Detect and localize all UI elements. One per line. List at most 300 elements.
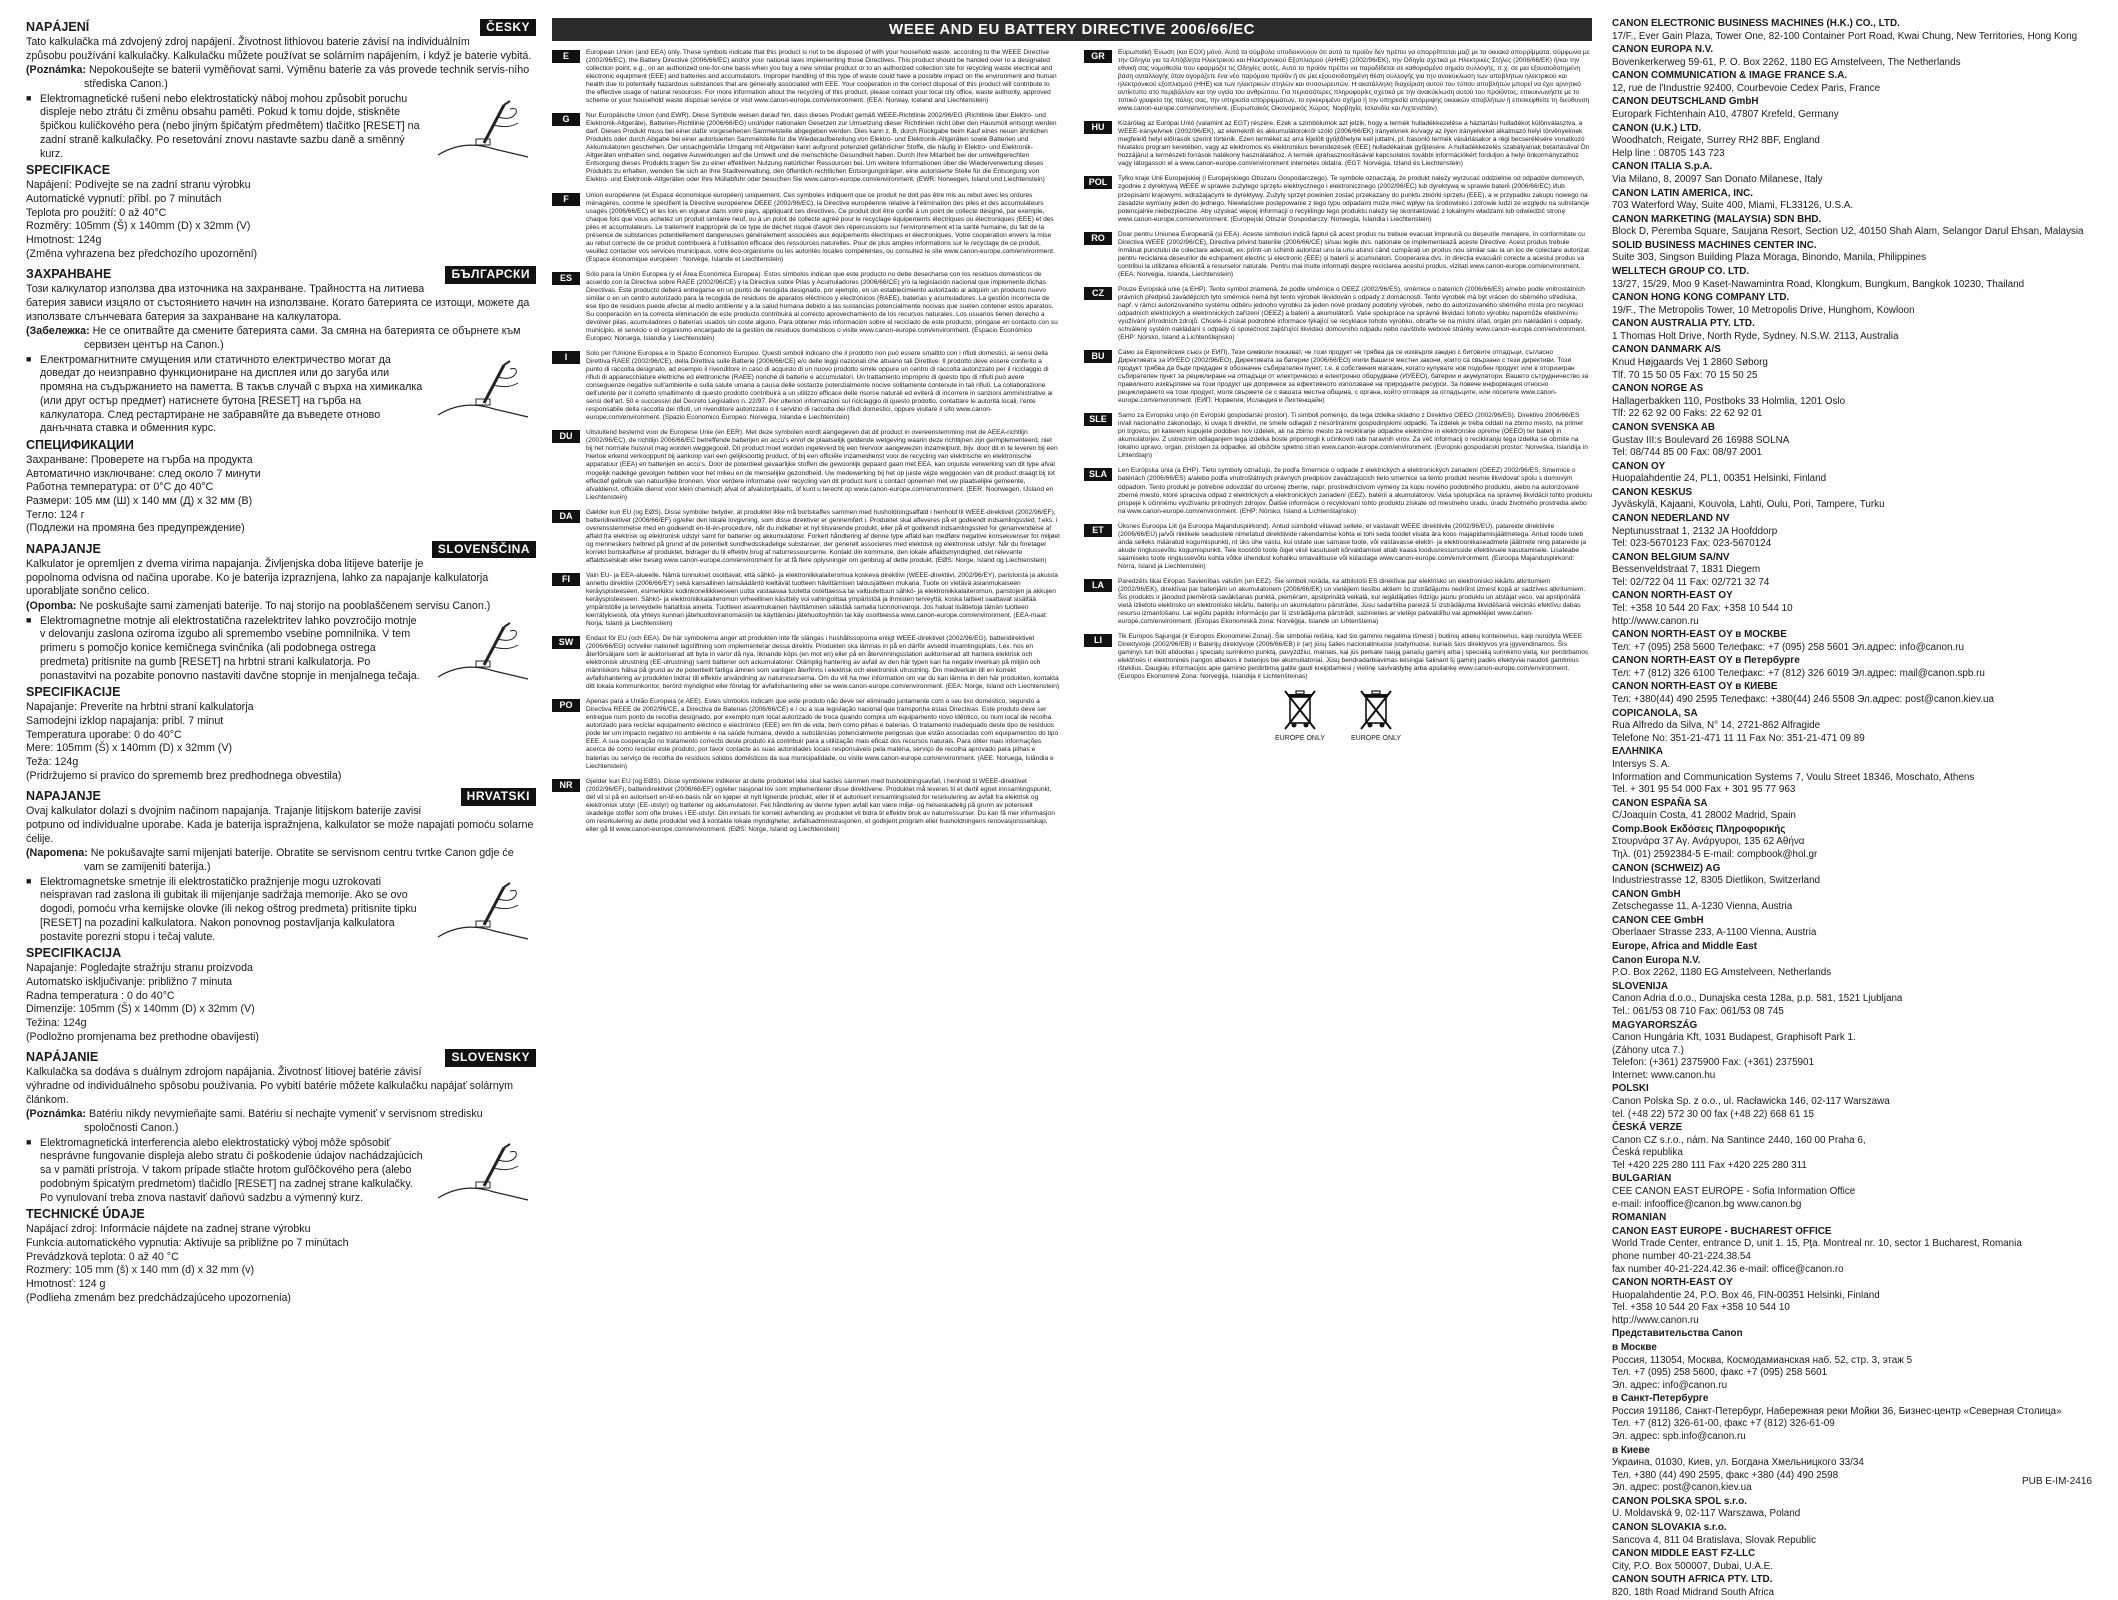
address-line: Industriestrasse 12, 8305 Dietlikon, Switzerland [1612, 875, 1821, 887]
weee-entry [552, 778, 1060, 834]
address-block [1612, 708, 2092, 746]
address-line: 820, 18th Road Midrand South Africa [1612, 1586, 1774, 1598]
address-block [1612, 1020, 2092, 1083]
address-block [1612, 487, 2092, 512]
pen-reset-illustration-icon [434, 99, 532, 161]
weee-entry [1084, 231, 1592, 279]
company-name: в Санкт-Петербурге [1612, 1393, 1709, 1405]
note-paragraph [26, 847, 536, 874]
address-block [1612, 1393, 2092, 1443]
language-code-badge: LA [1084, 579, 1112, 592]
company-name: POLSKI [1612, 1083, 1649, 1095]
weee-text: Sólo para la Unión Europea (y el Área Económica Europea). Estos símbolos indican que este producto no debe desecharse con los residuos domésticos de acuerdo con la Directiva sobre RAEE (2002/96/CE) y la Directiva sobre Pilas y Acumuladores (2006/66/CE) y/o la legislación nacional que implemente dichas Directivas. Este producto deberá entregarse en un punto de recogida designado, por ejemplo, en un establecimiento autorizado al adquirir un producto nuevo similar o en un centro autorizado para la recogida de residuos de aparatos eléctricos y electrónicos (RAEE), baterías y acumuladores. La gestión incorrecta de ese tipo de residuos puede afectar al medio ambiente y a la salud humana debido a las sustancias potencialmente nocivas que suelen contener estos aparatos. Su cooperación en la correcta eliminación de este producto contribuirá al correcto aprovechamiento de los recursos naturales. Los usuarios tienen derecho a devolver pilas, acumuladores o baterías usados sin coste alguno. Para obtener más información sobre el reciclado de este producto, póngase en contacto con su municipio, el servicio o el organismo encargado de la gestión de residuos domésticos o visite www.canon-europe.com/environment. (Espacio Económico Europeo: Noruega, Islandia y Liechtenstein) [586, 270, 1058, 343]
spec-line: (Подлежи на промяна без предупреждение) [26, 522, 245, 535]
language-code-badge: LI [1084, 634, 1112, 647]
spec-line: (Změna vyhrazena bez předchozího upozornění) [26, 247, 258, 260]
address-line: Τηλ. (01) 2592384-5 E-mail: compbook@hol.gr [1612, 849, 1818, 860]
address-block [1612, 981, 2092, 1019]
weee-text: Tik Europos Sąjungai (ir Europos Ekonominei Zonai). Šie simboliai reiškia, kad šio gaminio negalima išmesti į buitinių atliekų konteinerius, kaip nurodyta WEEE Direktyvoje (2002/96/EB) ir Baterijų direktyvoje (2006/66/EB) ir (ar) jūsų šalies nacionaliniuose įstatymuose, kuriais šios direktyvos yra įgyvendinamos. Šis gaminys turi būti atiduotas į specialų surinkimo punktą, pavyzdžiui, mainais, kai jūs perkate naują panašų gaminį arba į specialią surinkimo vietą, kur perdirbamos elektrinės ir elektroninės įrangos atliekos ir baterijos bei akumuliatoriai. Jūsų bendradarbiavimas teisingai šalinant šį gaminį padės efektyviai naudoti gamtinius išteklius. Daugiau informacijos apie gaminio perdirbimą galite gauti kreipdamiesi į vietinę savivaldybę arba apsilankę www.canon-europe.com/environment. (Europos Ekonominė Zona: Norvegija, Islandija ir Lichtenšteinas) [1118, 633, 1589, 681]
pen-reset-illustration-icon [434, 359, 532, 421]
spec-line: Napajanje: Preverite na hrbtni strani kalkulatorja [26, 701, 254, 714]
language-code-badge: G [552, 113, 580, 126]
company-name: CANON SVENSKA AB [1612, 421, 1715, 433]
weee-text: Len Európska únia (a EHP). Tieto symboly označujú, že podľa Smernice o odpade z elektrických a elektronických zariadení (OEEZ) 2002/96/ES, Smernice o batériách (2006/66/ES) a/alebo podľa vnútroštátnych právnych predpisov zavádzajúcich tieto smernice sa tento produkt nesmie likvidovať spolu s domovým odpadom. Tento produkt je potrebné odovzdať do určenej zberne, napr. prostredníctvom výmeny za kúpu nového podobného produktu, alebo na autorizované zberné miesto, ktoré spracúva odpad z elektrických a elektronických zariadení (EEZ), batérií a akumulátorov. Vaša spolupráca na správnej likvidácii tohto produktu prispeje k účinnému využívaniu prírodných zdrojov. Ďalšie informácie o recyklovaní tohto produktu získate od miestneho úradu, úradu životného prostredia alebo na www.canon-europe.com/environment. (EHP: Nórsko, Island a Lichtenštajnsko) [1118, 467, 1593, 515]
spec-line: Automatické vypnutí: přibl. po 7 minutách [26, 192, 222, 205]
company-name: CANON (SCHWEIZ) AG [1612, 862, 1721, 874]
spec-line: Dimenzije: 105mm (Š) x 140mm (D) x 32mm (V) [26, 1003, 255, 1016]
company-name: CANON NORGE AS [1612, 383, 1704, 395]
weee-entry [1084, 286, 1592, 342]
company-name: CANON NORTH-EAST OY [1612, 590, 1733, 602]
note-text: Не се опитвайте да смените батерията сами. За смяна на батерията се обърнете към сервизен център на Canon.) [84, 325, 521, 352]
address-block [1612, 1226, 2092, 1276]
weee-entry [552, 112, 1060, 184]
weee-text: Nur Europäische Union (und EWR). Diese Symbole weisen darauf hin, dass dieses Produkt gemäß WEEE-Richtlinie 2002/96/EG (Richtlinie über Elektro- und Elektronik-Altgeräte), Batterien-Richtlinie (2006/66/EG) und/oder nationalen Gesetzen zur Umsetzung dieser Richtlinien nicht über den Hausmüll entsorgt werden darf. Dieses Produkt muss bei einer dafür vorgesehenen Sammelstelle abgegeben werden. Dies kann z. B. durch Rückgabe beim Kauf eines neuen ähnlichen Produkts oder durch Abgabe bei einer autorisierten Sammelstelle für die Wiederaufbereitung von Elektro- und Elektronik-Altgeräten sowie Batterien und Akkumulatoren geschehen. Der unsachgemäße Umgang mit Altgeräten kann aufgrund potenziell gefährlicher Stoffe, die häufig in Elektro- und Elektronik-Altgeräten enthalten sind, negative Auswirkungen auf die Umwelt und die menschliche Gesundheit haben. Durch Ihre Mitarbeit bei der umweltgerechten Entsorgung dieses Produkts tragen Sie zu einer effektiven Nutzung natürlicher Ressourcen bei. Um weitere Informationen über die Wiederverwertung dieses Produkts zu erhalten, wenden Sie sich an Ihre Stadtverwaltung, den öffentlich-rechtlichen Entsorgungsträger, eine autorisierte Stelle für die Entsorgung von Elektro- und Elektronik-Altgeräten oder Ihre Müllabfuhr oder besuchen Sie www.canon-europe.com/environment. (EWR: Norwegen, Island und Liechtenstein) [586, 112, 1057, 184]
address-line: Information and Communication Systems 7, Voulu Street 18346, Moschato, Athens [1612, 771, 1975, 783]
language-badge: БЪЛГАРСКИ [445, 266, 536, 283]
spec-line: Teža: 124g [26, 755, 79, 768]
address-line: Тел. +7 (812) 326-61-00, факс +7 (812) 326-61-09 [1612, 1418, 1835, 1430]
company-name: ΕΛΛΗΝΙΚΑ [1612, 746, 1664, 758]
language-code-badge: SW [552, 636, 580, 649]
address-block [1612, 1173, 2092, 1211]
language-section [26, 19, 536, 261]
address-line: World Trade Center, entrance D, unit 1. 15, Pţa. Montreal nr. 10, sector 1 Bucharest, Romania [1612, 1238, 2022, 1250]
weee-entry [552, 192, 1060, 264]
spec-line: Работна температура: от 0°C до 40°C [26, 481, 214, 494]
intro-paragraph: Kalkulačka sa dodáva s duálnym zdrojom napájania. Životnosť lítiovej batérie závisí výhradne od individuálneho spôsobu používania. Po vybití batérie môžete kalkulačku napájať solárnym článkom. [26, 1066, 514, 1106]
address-line: Sancova 4, 811 04 Bratislava, Slovak Republic [1612, 1534, 1817, 1546]
address-line: C/Joaquín Costa, 41 28002 Madrid, Spain [1612, 810, 1796, 822]
address-block [1612, 629, 2092, 654]
address-line: 17/F., Ever Gain Plaza, Tower One, 82-100 Container Port Road, Kwai Chung, New Territories, Hong Kong [1612, 30, 2078, 42]
address-line: Huopalahdentie 24, PL1, 00351 Helsinki, Finland [1612, 473, 1827, 485]
language-code-badge: PO [552, 699, 580, 712]
address-line: Rua Alfredo da Silva, N° 14, 2721-862 Alfragide [1612, 720, 1821, 732]
address-block [1612, 1496, 2092, 1521]
address-line: City, P.O. Box 500007, Dubai, U.A.E. [1612, 1560, 1774, 1572]
weee-text: Endast för EU (och EEA). De här symbolerna anger att produkten inte får slängas i hushållssoporna enligt WEEE-direktivet (2002/96/EG), batteridirektivet (2006/66/EG) och/eller nationell lagstiftning som implementerar dessa direktiv. Produkten ska lämnas in på en därför avsedd insamlingsplats, t.ex. hos en återförsäljare som är auktoriserad att byta in varor då nya, liknande köps (en mot en) eller på en återvinningsstation auktoriserad att hantera elektrisk och elektronisk utrustning (EE-utrustning) samt batterier och ackumulatorer. Olämplig hantering av avfall av den här typen kan ha negativ inverkan på miljön och människors hälsa på grund av de potentiellt farliga ämnen som vanligen återfinns i elektrisk och elektronisk utrustning. Din medverkan till en korrekt avfallshantering av produkten bidrar till effektiv användning av naturresurserna. Om du vill ha mer information om var du kan lämna in den här produkten, kontakta ditt lokala kommunkontor, berörd myndighet eller företag för avfallshantering eller se www.canon-europe.com/environment. (EEA: Norge, Island och Liechtenstein) [586, 635, 1060, 691]
spec-line: Hmotnost: 124g [26, 233, 102, 246]
note-label: (Napomena: [26, 847, 88, 860]
spec-line: Teplota pro použití: 0 až 40°C [26, 206, 167, 219]
weee-entry [552, 509, 1060, 565]
address-block [1612, 1122, 2092, 1172]
company-name: WELLTECH GROUP CO. LTD. [1612, 265, 1750, 277]
weee-text: Kizárólag az Európai Unió (valamint az EGT) részére. Ezek a szimbólumok azt jelzik, hogy a termék hulladékkezelése a háztartási hulladékot különválasztva, a WEEE-irányelvnek (2002/96/EK), az elemekről és akkumulátorokról szóló (2006/66/EK) irányelvnek és/vagy az ilyen irányelveket alkalmazó helyi törvényeknek megfelelő helyi előírások szerint történik. Ezen terméket az arra kijelölt gyűjtőhelyre kell juttatni, pl. hasonló termék vásárlásakor a régi becserélésére vonatkozó hivatalos program keretében, vagy az elektromos és elektronikus berendezések (EEE) hulladékainak gyűjtésére. A hulladékkezelés szabályainak betartásával Ön hozzájárul a természeti források hatékony használatához. A termék újrahasznosításával kapcsolatos további információkért forduljon a helyi önkormányzathoz vagy látogasson el a www.canon-europe.com/environment internetes oldalra. (EGT: Norvégia, Izland és Liechtenstein) [1118, 120, 1590, 168]
address-line: Tel. +358 10 544 20 Fax +358 10 544 10 [1612, 1302, 1790, 1314]
address-block [1612, 240, 2092, 265]
address-block [1612, 746, 2092, 796]
address-block [1612, 1277, 2092, 1327]
address-line: http://www.canon.ru [1612, 615, 1699, 627]
company-name: CANON ELECTRONIC BUSINESS MACHINES (H.K.) CO., LTD. [1612, 18, 1900, 29]
intro-paragraph: Ovaj kalkulator dolazi s dvojnim načinom napajanja. Trajanje litijskom baterije zavisi potpuno od individualne uporabe. Kada je baterija ispražnjena, kalkulator se može napajati pomoću solarne ćelije. [26, 805, 534, 845]
weee-entry [552, 429, 1060, 501]
company-name: CANON NORTH-EAST OY в МОСКВЕ [1612, 629, 1787, 641]
weee-text: Paredzēts tikai Eiropas Savienības valstīm (un EEZ). Šie simboli norāda, ka atbilstoši ES direktīvai par elektrisko un elektronisko iekārtu atkritumiem (2002/96/EK), direktīvai par baterijām un akumulatoriem (2006/66/EK) un vietējiem tiesību aktiem šo izstrādājumu nedrīkst izmest kopā ar sadzīves atkritumiem. Šis produkts ir jānodod piemērotā savākšanas punktā, piemēram, apstiprinātā veikalā, kur iegādājaties līdzīgu jaunu produktu un atstājat veco, vai apstiprinātā vietā izlietotu elektrisko un elektronisko iekārtu, bateriju un akumulatoru pārstrādei. Jūsu sadarbība pareizā šī izstrādājuma likvidēšanā veicinās efektīvu dabas resursu izmantošanu. Lai iegūtu papildu informāciju par šī izstrādājuma pārstrādi, sazinieties ar vietējo pašvaldību vai apmeklējiet www.canon-europe.com/environment. (Eiropas Ekonomiskā zona: Norvēģija, Islande un Lihtenšteina) [1118, 577, 1586, 625]
weee-entry [552, 350, 1060, 422]
company-name: CANON ESPAÑA SA [1612, 797, 1708, 809]
address-line: Тел. +7 (095) 258 5600, факс +7 (095) 258 5601 [1612, 1367, 1828, 1379]
address-block [1612, 1328, 2092, 1341]
address-line: Neptunusstraat 1, 2132 JA Hoofddorp [1612, 525, 1778, 537]
weee-text: Solo per l'Unione Europea e lo Spazio Economico Europeo. Questi simboli indicano che il prodotto non può essere smaltito con i rifiuti domestici, ai sensi della Direttiva RAEE (2002/96/CE), della Direttiva sulle Batterie (2006/66/CE) e/o delle leggi nazionali che attuano tali Direttive. Il prodotto deve essere conferito a punto di raccolta designato, ad esempio il rivenditore in caso di acquisto di un nuovo prodotto simile oppure un centro di raccolta autorizzato per il riciclaggio di rifiuti di apparecchiature elettriche ed elettroniche (RAEE) nonché di batterie e accumulatori. Un trattamento improprio di questo tipo di rifiuti può avere conseguenze negative sull'ambiente e sulla salute umana a causa delle sostanze potenzialmente nocive solitamente contenute in tali rifiuti. La collaborazione dell'utente per il corretto smaltimento di questo prodotto contribuirà a un utilizzo efficace delle risorse naturali ed eviterà di incorrere in sanzioni amministrative ai sensi dell'art. 50 e successivi del Decreto Legislativo n. 22/97. Per ulteriori informazioni sul riciclaggio di questo prodotto, contattare le autorità locali, l'ente responsabile della raccolta dei rifiuti, un rivenditore autorizzato o il servizio di raccolta dei rifiuti domestici, oppure visitare il sito www.canon-europe.com/environment. (Spazio Economico Europeo: Norvegia, Islanda e Liechtenstein) [586, 350, 1053, 422]
address-block [1612, 1212, 2092, 1225]
address-line: CEE CANON EAST EUROPE - Sofia Information Office [1612, 1186, 1856, 1198]
reset-instruction: ■ Elektromagnetická interferencia alebo elektrostatický výboj môže spôsobiť nesprávne fungovanie displeja alebo stratu či poškodenie údajov nachádzajúcich sa v pamäti prístroja. V takom prípade stlačte hrotom guľôčkového pera (alebo podobným špicatým predmetom) tlačidlo [RESET] na zadnej strane kalkulačky. Po vynulovaní treba znova nastaviť daňovú sadzbu a výmenný kurz. [26, 1137, 536, 1205]
language-badge: SLOVENŠČINA [432, 541, 536, 558]
pen-reset-illustration-icon [434, 881, 532, 943]
address-block [1612, 1445, 2092, 1495]
specification-heading: SPECIFIKACIJE [26, 685, 121, 700]
spec-line: Temperatura uporabe: 0 do 40°C [26, 728, 182, 741]
address-line: Telefon: (+361) 2375900 Fax: (+361) 2375901 [1612, 1057, 1815, 1069]
spec-line: Samodejni izklop napajanja: pribl. 7 minut [26, 714, 224, 727]
note-text: Ne poskušajte sami zamenjati baterije. To naj storijo na pooblaščenem servisu Canon.) [79, 600, 491, 613]
weee-list-right-wrap [1084, 49, 1592, 841]
language-code-badge: NR [552, 779, 580, 792]
company-name: CANON SLOVAKIA s.r.o. [1612, 1522, 1727, 1534]
address-block [1612, 422, 2092, 460]
address-line: Тел. +380 (44) 490 2595, факс +380 (44) 490 2598 [1612, 1469, 1839, 1481]
address-line: Huopalahdentie 24, P.O. Box 46, FIN-00351 Helsinki, Finland [1612, 1289, 1880, 1301]
address-line: Canon Adria d.o.o., Dunajska cesta 128a, p.p. 581, 1521 Ljubljana [1612, 993, 1903, 1005]
spec-line: Захранване: Проверете на гърба на продукта [26, 453, 253, 466]
weee-text: Doar pentru Uniunea Europeană (și EEA). Aceste simboluri indică faptul că acest produs nu trebuie evacuat împreună cu deșeurile menajere, în conformitate cu Directiva WEEE (2002/96/CE), Directiva privind bateriile (2006/66/CE) și/sau legile dvs. naționale ce implementează aceste Directive. Acest produs trebuie înmânat punctului de colectare adecvat, ex: printr-un schimb autorizat unu la unu atunci când cumpărați un produs nou similar sau la un loc de colectare autorizat pentru reciclarea deșeurilor de echipament electric și electronic (EEE) și baterii și acumulatori. Cooperarea dvs. în direcția evacuării corecte a acestui produs va contribui la utilizarea eficientă a resurselor naturale. Pentru mai multe informații despre reciclarea acestui produs, vizitați www.canon-europe.com/environment. (EEA: Norvegia, Islanda, Liechtenstein) [1118, 230, 1589, 278]
company-name: ROMANIAN [1612, 1212, 1667, 1224]
reset-instruction: ■ Elektromagnetické rušení nebo elektrostatický náboj mohou způsobit poruchu displeje nebo ztrátu či změnu obsahu paměti. Pokud k tomu dojde, stiskněte špičkou kuličkového pera (nebo jiným špičatým předmětem) tlačítko [RESET] na zadní straně kalkulačky. Po resetování znovu nastavte sazbu daně a směnný kurz. [26, 93, 536, 161]
address-line: Эл. адрес: post@canon.kiev.ua [1612, 1482, 1752, 1494]
company-name: CANON COMMUNICATION & IMAGE FRANCE S.A. [1612, 70, 1848, 82]
reset-instruction: ■ Електромагнитните смущения или статичното електричество могат да доведат до неизправно функциониране на дисплея или до загуба или промяна на съдържанието на паметта. В такъв случай с върха на химикалка (или друг остър предмет) натиснете бутона [RESET] на гърба на калкулатора. След рестартиране не забравяйте да въведете отново данъчната ставка и обменния курс. [26, 354, 536, 436]
note-label: (Opomba: [26, 600, 77, 613]
address-block [1612, 798, 2092, 823]
company-name: в Москве [1612, 1341, 1657, 1353]
weee-entry [1084, 349, 1592, 405]
weee-text: Gælder kun EU (og EØS). Disse symboler betyder, at produktet ikke må bortskaffes sammen med husholdningsaffald i henhold til WEEE-direktivet (2002/96/EF), batteridirektivet (2006/66/EF) og/eller den lokale lovgivning, som disse direktiver er gennemført i. Produktet skal afleveres på et godkendt indsamlingssted, f.eks. i overensstemmelse med en godkendt én-til-én-procedure, når du indkøber et nyt tilsvarende produkt, eller på et godkendt indsamlingssted for genanvendelse af affald fra elektrisk og elektronisk udstyr samt for batterier og akkumulatorer. Forkert håndtering af denne type affald kan medføre negative konsekvenser for miljøet og menneskers helbred på grund af de potentielt sundhedsskadelige substanser, der generelt associeres med elektrisk og elektronisk udstyr. Når du foretager korrekt bortskaffelse af produktet, bidrager du til effektiv brug af naturressourcerne. Kontakt din kommune, den lokale affaldsmyndighed, det relevante affaldsselskab eller besøg www.canon-europe.com/environment for at få flere oplysninger om genbrug af dette produkt. (EØS: Norge, Island og Liechtenstein) [586, 508, 1061, 564]
language-code-badge: DU [552, 430, 580, 443]
address-block [1612, 513, 2092, 551]
bins-label-2: EUROPE ONLY [1351, 735, 1402, 743]
section-heading: NAPÁJENÍ [26, 20, 90, 34]
address-line: Эл. адрес: info@canon.ru [1612, 1379, 1728, 1391]
spec-line: Napájení: Podívejte se na zadní stranu výrobku [26, 179, 251, 192]
language-code-badge: DA [552, 510, 580, 523]
section-heading: NAPAJANJE [26, 789, 101, 804]
address-line: Tlf: 22 62 92 00 Faks: 22 62 92 01 [1612, 408, 1763, 420]
address-line: Tel: +358 10 544 20 Fax: +358 10 544 10 [1612, 603, 1793, 615]
address-block [1612, 1342, 2092, 1392]
address-line: Europark Fichtenhain A10, 47807 Krefeld, Germany [1612, 109, 1839, 121]
address-block [1612, 1574, 2092, 1599]
language-section [26, 788, 536, 1044]
note-text: Ne pokušavajte sami mijenjati baterije. Obratite se servisnom centru tvrtke Canon gdje će vam se zamijeniti baterija.) [84, 847, 514, 874]
address-block [1612, 863, 2092, 888]
spec-line: (Podlieha zmenám bez predchádzajúceho upozornenia) [26, 1291, 291, 1304]
weee-entry [1084, 578, 1592, 626]
address-line: Тел: +7 (812) 326 6100 Телефакс: +7 (812) 326 6019 Эл.адрес: mail@canon.spb.ru [1612, 667, 1985, 679]
spec-line: (Pridržujemo si pravico do sprememb brez predhodnega obvestila) [26, 769, 342, 782]
intro-paragraph: Kalkulator je opremljen z dvema virima napajanja. Življenjska doba litijeve baterije je popolnoma odvisna od načina uporabe. Ko je baterija izpraznjena, lahko za napajanje kalkulatorja uporabljate sončno celico. [26, 558, 489, 598]
address-line: Help line : 08705 143 723 [1612, 147, 1725, 159]
spec-line: Rozměry: 105mm (Š) x 140mm (D) x 32mm (V) [26, 220, 251, 233]
address-block [1612, 344, 2092, 382]
language-code-badge: HU [1084, 121, 1112, 134]
company-name: CANON DANMARK A/S [1612, 344, 1721, 356]
address-line: 12, rue de l'Industrie 92400, Courbevoie Cedex Paris, France [1612, 82, 1881, 94]
address-line: http://www.canon.ru [1612, 1314, 1699, 1326]
company-name: MAGYARORSZÁG [1612, 1019, 1698, 1031]
address-line: 703 Waterford Way, Suite 400, Miami, FL33126, U.S.A. [1612, 200, 1854, 212]
company-name: CANON LATIN AMERICA, INC. [1612, 187, 1753, 199]
address-block [1612, 1522, 2092, 1547]
address-block [1612, 161, 2092, 186]
address-line: Knud Højgaards Vej 1 2860 Søborg [1612, 357, 1768, 369]
address-line: (Záhony utca 7.) [1612, 1044, 1684, 1056]
address-block [1612, 824, 2092, 862]
spec-line: (Podložno promjenama bez prethodne obavijesti) [26, 1030, 259, 1043]
spec-line: Тегло: 124 г [26, 508, 85, 521]
address-block [1612, 44, 2092, 69]
weee-text: Uitsluitend bestemd voor de Europese Unie (en EER). Met deze symbolen wordt aangegeven dat dit product in overeenstemming met de AEEA-richtlijn (2002/96/EC), de richtlijn 2006/66/EC betreffende batterijen en accu's en/of de plaatselijk geldende wetgeving waarin deze richtlijnen zijn geïmplementeerd, niet bij het normale huisvuil mag worden weggegooid. Dit product moet worden ingeleverd bij een hiervoor aangewezen inzamelpunt, bijv. door dit in te leveren bij een hiertoe erkend verkooppunt bij aankoop van een gelijksoortig product, of bij een officiële inzameldienst voor de recycling van elektrische en elektronische apparatuur (EEA) en batterijen en accu's. Door de potentieel gevaarlijke stoffen die gewoonlijk gepaard gaan met EEA, kan onjuiste verwerking van dit type afval mogelijk nadelige gevolgen hebben voor het milieu en de menselijke gezondheid. Uw medewerking bij het op juiste wijze weggooien van dit product draagt bij tot effectief gebruik van natuurlijke bronnen. Voor verdere informatie over recycling van dit product kunt u contact opnemen met uw plaatselijke gemeente, afvaldienst, officiële dienst voor klein chemisch afval of afvalstortplaats, of kunt u terecht op www.canon-europe.com/environment. (EER: Noorwegen, IJsland en Liechtenstein) [586, 429, 1058, 501]
reset-instruction: ■ Elektromagnetske smetnje ili elektrostatičko pražnjenje mogu uzrokovati neispravan rad zaslona ili gubitak ili mijenjanje sadržaja memorije. Ako se ovo dogodi, pomoću vrha kemijske olovke (ili nekog oštrog predmeta) pritisnite tipku [RESET] na pozadini kalkulatora. Nakon ponovnog postavljanja kalkulatora postavite porezni stopu i tečaj valute. [26, 876, 536, 944]
language-code-badge: BU [1084, 350, 1112, 363]
address-block [1612, 1548, 2092, 1573]
language-code-badge: ET [1084, 524, 1112, 537]
company-name: Comp.Book Εκδόσεις Πληροφορικής [1612, 823, 1786, 835]
address-block [1612, 292, 2092, 317]
address-block [1612, 889, 2092, 914]
spec-line: Napajanje: Pogledajte stražnju stranu proizvoda [26, 962, 253, 975]
weee-text: Gjelder kun EU (og EØS). Disse symbolene indikerer at dette produktet ikke skal kastes sammen med husholdningsavfall, i henhold til WEEE-direktivet (2002/96/EF), batteridirektivet (2006/66/EF) og/eller nasjonal lov som implementerer disse direktivene. Produktet må leveres til et dertil egnet innsamlingspunkt, det vil si på en autorisert en-til-en-basis når en kjøper et nytt lignende produkt, eller til et autorisert innsamlingssted for resirkulering av avfall fra elektrisk og elektronisk utstyr (EE-utstyr) og batterier og akkumulatorer. Feil håndtering av denne typen avfall kan være miljø- og helseskadelig på grunn av potensielt skadelige stoffer som ofte brukes i EE-utstyr. Din innsats for korrekt avhending av produktet vil bidra til effektiv bruk av naturressurser. Du kan få mer informasjon om resirkulering av dette produktet ved å kontakte lokale myndigheter, avfallsadministrasjonen, et godkjent program eller husholdningens renovasjonsselskap, eller gå til www.canon-europe.com/environment. (EØS: Norge, Island og Liechtenstein) [586, 777, 1055, 833]
company-name: CANON EAST EUROPE - BUCHAREST OFFICE [1612, 1225, 1832, 1237]
weee-entry [1084, 633, 1592, 681]
address-line: Canon CZ s.r.o., nám. Na Santince 2440, 160 00 Praha 6, [1612, 1134, 1866, 1146]
company-name: ČESKÁ VERZE [1612, 1122, 1683, 1134]
address-block [1612, 655, 2092, 680]
weee-entry [1084, 175, 1592, 223]
company-name: BULGARIAN [1612, 1173, 1672, 1185]
spec-line: Hmotnosť: 124 g [26, 1277, 106, 1290]
address-line: Тел: +380(44) 490 2595 Телефакс: +380(44) 246 5508 Эл.адрес: post@canon.kiev.ua [1612, 694, 1995, 706]
company-name: CANON MARKETING (MALAYSIA) SDN BHD. [1612, 213, 1822, 225]
company-name: CANON NORTH-EAST OY в КИЕВЕ [1612, 681, 1778, 693]
address-line: e-mail: infooffice@canon.bg www.canon.bg [1612, 1198, 1802, 1210]
language-code-badge: SLA [1084, 468, 1112, 481]
address-line: Oberlaaer Strasse 233, A-1100 Vienna, Austria [1612, 927, 1817, 939]
note-paragraph [26, 600, 536, 614]
reset-instruction: ■ Elektromagnetne motnje ali elektrostatična razelektritev lahko povzročijo motnje v delovanju zaslona oziroma izgubo ali spremembo vsebine pomnilnika. V tem primeru s pomočjo konice kemičnega svinčnika (ali podobnega ostrega predmeta) pritisnite na gumb [RESET] na hrbtni strani kalkulatorja. Po ponastavitvi na pozabite ponovno nastaviti davčne stopnje in menjalnega tečaja. [26, 615, 536, 683]
address-block [1612, 96, 2092, 121]
company-name: SOLID BUSINESS MACHINES CENTER INC. [1612, 239, 1817, 251]
address-line: Telefone No: 351-21-471 11 11 Fax No: 351-21-471 09 89 [1612, 732, 1865, 744]
company-name: CANON GmbH [1612, 888, 1681, 900]
spec-line: Размери: 105 мм (Ш) х 140 мм (Д) х 32 мм (В) [26, 494, 253, 507]
spec-line: Napájací zdroj: Informácie nájdete na zadnej strane výrobku [26, 1223, 311, 1236]
address-line: Украина, 01030, Киев, ул. Богдана Хмельницкого 33/34 [1612, 1457, 1864, 1469]
address-block [1612, 18, 2092, 43]
address-block [1612, 941, 2092, 954]
address-line: Block D, Peremba Square, Saujana Resort, Section U2, 40150 Shah Alam, Selangor Darul Ehsan, Malaysia [1612, 226, 2084, 238]
spec-line: Prevádzková teplota: 0 až 40 °C [26, 1250, 179, 1263]
address-line: Tel: 023-5670123 Fax: 023-5670124 [1612, 538, 1772, 550]
language-code-badge: I [552, 351, 580, 364]
spec-line: Radna temperatura : 0 do 40°C [26, 989, 175, 1002]
address-block [1612, 552, 2092, 590]
company-name: CANON NORTH-EAST OY в Петербурге [1612, 655, 1800, 667]
company-name: CANON NEDERLAND NV [1612, 512, 1730, 524]
address-block [1612, 955, 2092, 980]
section-heading: NAPAJANJE [26, 542, 101, 556]
address-line: 1 Thomas Holt Drive, North Ryde, Sydney. N.S.W. 2113, Australia [1612, 330, 1899, 342]
language-code-badge: ES [552, 272, 580, 285]
address-line: Tel. + 301 95 54 000 Fax + 301 95 77 963 [1612, 784, 1796, 796]
note-paragraph [26, 1108, 536, 1135]
note-label: (Poznámka: [26, 1108, 86, 1121]
address-line: Česká republika [1612, 1147, 1683, 1159]
crossed-bin-icon [1275, 689, 1325, 742]
address-line: Tel: 08/744 85 00 Fax: 08/97 2001 [1612, 447, 1762, 459]
weee-entry [552, 49, 1060, 105]
company-name: COPICANOLA, SA [1612, 707, 1698, 719]
weee-text: Ευρωπαϊκή Ένωση (και ΕΟΧ) μόνο. Αυτά τα σύμβολα υποδεικνύουν ότι αυτό το προϊόν δεν πρέπει να απορρίπτεται μαζί με τα οικιακά απορρίμματα, σύμφωνα με την Οδηγία για τα Απόβλητα Ηλεκτρικού και Ηλεκτρονικού Εξοπλισμού (ΑΗΗΕ) (2002/96/ΕΚ), την Οδηγία σχετικά με Ηλεκτρικές Στήλες (2006/66/ΕΚ) ή/και την εθνική σας νομοθεσία που εφαρμόζει τις Οδηγίες αυτές. Αυτό το προϊόν πρέπει να παραδίδεται σε καθορισμένο σημείο συλλογής, π.χ. σε μια εξουσιοδοτημένη βάση ανταλλαγής όταν αγοράζετε ένα νέο παρόμοιο προϊόν ή σε μια εξουσιοδοτημένη θέση συλλογής για την ανακύκλωση των αποβλήτων ηλεκτρικού και ηλεκτρονικού εξοπλισμού (ΗΗΕ) και των ηλεκτρικών στηλών και συσσωρευτών. Η ακατάλληλη διαχείριση αυτού του τύπου αποβλήτων μπορεί να έχει αρνητικό αντίκτυπο στο περιβάλλον και την υγεία του ανθρώπου. Για περισσότερες πληροφορίες σχετικά με την ανακύκλωση αυτού του προϊόντος, επικοινωνήστε με το τοπικό γραφείο της πόλης σας, την υπηρεσία απορριμμάτων, το εγκεκριμένο σχήμα ή την υπηρεσία απόρριψης οικιακών αποβλήτων ή επισκεφθείτε τη διεύθυνση www.canon-europe.com/environment. (Ευρωπαϊκός Οικονομικός Χώρος: Νορβηγία, Ισλανδία και Λιχτενστάιν) [1118, 49, 1590, 113]
weee-entry [552, 698, 1060, 770]
weee-text: Pouze Evropská unie (a EHP). Tento symbol znamená, že podle směrnice o OEEZ (2002/96/ES), směrnice o bateriích (2006/66/ES) a/nebo podle vnitrostátních právních předpisů zavádějících tyto směrnice nemá být tento výrobek likvidován s odpady z domácností. Tento výrobek má být vrácen do sběrného střediska, např. v rámci autorizovaného systému odběru jednoho výrobku za jeden nově prodaný podobný výrobek, nebo do autorizovaného sběrného místa pro recyklaci odpadních elektrických a elektronických zařízení (OEEZ) a baterií a akumulátorů. Vaše spolupráce na správné likvidaci tohoto výrobku napomůže efektivnímu využívání přírodních zdrojů. Chcete-li získat podrobné informace týkající se recyklace tohoto výrobku, obraťte se na místní úřad, orgán pro nakládání s odpady, schválený systém nakládání s odpady či společnost zajišťující likvidaci domovního odpadu nebo navštivte webové stránky www.canon-europe.com/environment. (EHP: Norsko, Island a Lichtenštejnsko) [1118, 285, 1587, 341]
language-section [26, 1049, 536, 1305]
recycle-bin-symbols [1084, 689, 1592, 742]
company-name: CANON DEUTSCHLAND GmbH [1612, 96, 1759, 108]
address-block [1612, 383, 2092, 421]
language-badge: ČESKY [480, 19, 536, 36]
language-code-badge: FI [552, 573, 580, 586]
weee-entry [1084, 523, 1592, 571]
company-name: Представительства Canon [1612, 1328, 1743, 1340]
weee-entry [1084, 120, 1592, 168]
specification-heading: SPECIFIKACIJA [26, 946, 122, 961]
address-line: Canon Hungária Kft, 1031 Budapest, Graphisoft Park 1. [1612, 1032, 1856, 1044]
address-line: Intersys S. A. [1612, 758, 1671, 770]
address-line: Suite 303, Singson Building Plaza Moraga, Binondo, Manila, Philippines [1612, 252, 1927, 264]
address-block [1612, 318, 2092, 343]
address-block [1612, 123, 2092, 161]
company-name: SLOVENIJA [1612, 980, 1668, 992]
address-block [1612, 70, 2092, 95]
address-block [1612, 266, 2092, 291]
address-line: Gustav III:s Boulevard 26 16988 SOLNA [1612, 434, 1790, 446]
weee-text: Vain EU- ja EEA-alueelle. Nämä tunnukset osoittavat, että sähkö- ja elektroniikkalaiteromua koskeva direktiivi (WEEE-direktiivi, 2002/96/EY), paristoista ja akuista annettu direktiivi (2006/66/EY) sekä kansallinen lainsäädäntö kieltävät tuotteen hävittämisen talousjätteen mukana. Tuote on vietävä asianmukaiseen keräyspisteeseen, esimerkiksi kodinkoneliikkeeseen uutta vastaavaa tuotetta ostettaessa tai valtuutettuun sähkö- ja elektroniikkalaiteromun, paristojen ja akkujen keräyspisteeseen. Sähkö- ja elektroniikkalaiteromun virheellinen käsittely voi vahingoittaa ympäristöä ja ihmisten terveyttä, koska laitteet saattavat sisältää ympäristölle ja terveydelle haitallisia aineita. Tuotteen asianmukainen hävittäminen säästää samalla luonnonvaroja. Jos haluat lisätietoja tämän tuotteen kierrätyksestä, ota yhteys kunnan jätehuoltoviranomaisiin tai käyttämäsi jätehuoltoyhtiön tai käy osoitteessa www.canon-europe.com/environment. (EEA-maat: Norja, Islanti ja Liechtenstein) [586, 571, 1058, 628]
weee-entry [552, 271, 1060, 343]
language-code-badge: F [552, 193, 580, 206]
weee-text: Union européenne (et Espace économique européen) uniquement. Ces symboles indiquent que ce produit ne doit pas être mis au rebut avec les ordures ménagères, comme le spécifient la Directive européenne DEEE (2002/96/EC), la Directive européenne relative à l'élimination des piles et des accumulateurs usagés (2006/66/EC) et les lois en vigueur dans votre pays, appliquant ces directives. Ce produit doit être confié à un point de collecte désigné, par exemple, chaque fois que vous achetez un produit similaire neuf, ou à un point de collecte agréé pour le recyclage équipements électriques ou électroniques (EEE) et des piles et accumulateurs. Le traitement inapproprié de ce type de déchet risque d'avoir des répercussions sur l'environnement et la santé humaine, du fait de la présence de substances potentiellement dangereuses généralement associées aux équipements électriques et électroniques. Votre coopération envers la mise au rebut correcte de ce produit contribuera à l'utilisation efficace des ressources naturelles. Pour de plus amples informations sur le recyclage de ce produit, veuillez contacter vos services municipaux, votre éco-organisme ou les autorités locales compétentes, ou consultez le site www.canon-europe.com/environment. (Espace économique européen : Norvège, Islande et Liechtenstein) [586, 191, 1055, 263]
address-line: 13/27, 15/29, Moo 9 Kaset-Nawamintra Road, Klongkum, Bungkum, Bangkok 10230, Thailand [1612, 278, 2025, 290]
weee-list-left [552, 49, 1060, 841]
company-name: CANON CEE GmbH [1612, 914, 1704, 926]
weee-text: Üksnes Euroopa Liit (ja Euroopa Majanduspiirkond). Antud sümbolid viitavad sellele, et vastavalt WEEE direktiivile (2002/96/EÜ), patareide direktiivile (2006/66/EÜ) ja/või riiklikele seadustele nimetatud direktiivide rakendamise kohta ei tohi seda toodet visata ära koos majapidamisjäätmetega. Antud toode tuleb anda selleks määratud kogumispunkti, nt üks ühe vastu, kui ostate uue sarnase toote, või vastavasse elektri- ja elektroonikaseadmete jäätmete ning patareide ja akude ringlussevõtu kogumispunkti. Teie koostöö toote õigel viisil kasutuselt kõrvaldamisel aitab kaasa loodusressursside efektiivsele kasutamisele. Lisateabe saamiseks toote ringlussevõtu kohta võtke ühendust kohaliku omavalitsuse või külastage www.canon-europe.com/environment. (Euroopa Majanduspiirkond: Norra, Island ja Liechtenstein) [1118, 522, 1587, 570]
weee-text: Apenas para a União Europeia (e AEE). Estes símbolos indicam que este produto não deve ser eliminado juntamente com o seu lixo doméstico, segundo a Directiva REEE de 2002/96/CE, a Directiva de Baterias (2006/66/CE) e / ou a sua legislação nacional que transponha estas Directivas. Este produto deve ser entregue num ponto de recolha designado, por exemplo num local autorizado de troca quando compra um equipamento novo idêntico, ou num local de recolha autorizado para reciclar equipamento eléctrico e electrónico (EEE) em fim de vida, bem como pilhas e baterias. O tratamento inadequado deste tipo de resíduos pode ter um impacto negativo no ambiente e na saúde humana, devido a substâncias potencialmente perigosas que estão associadas com equipamentos do tipo EEE. A sua cooperação no tratamento correcto deste produto irá contribuir para a utilização mais eficaz dos recursos naturais. Para obter mais informações acerca de como reciclar este produto, por favor contacte as suas autoridades locais responsáveis pela matéria, serviço de recolha aprovado para pilhas e baterias ou serviço de recolha de resíduos sólidos domésticos da sua municipalidade, ou visite www.canon-europe.com/environment. (AEE: Noruega, Islândia e Liechtenstein) [586, 698, 1059, 770]
weee-title: WEEE AND EU BATTERY DIRECTIVE 2006/66/EC [552, 18, 1592, 41]
language-code-badge: POL [1084, 176, 1112, 189]
language-code-badge: CZ [1084, 287, 1112, 300]
weee-entry [552, 572, 1060, 628]
weee-column [552, 18, 1592, 1483]
address-line: Tel +420 225 280 111 Fax +420 225 280 311 [1612, 1159, 1807, 1171]
weee-entry [552, 635, 1060, 691]
publication-code: PUB E-IM-2416 [2021, 1476, 2092, 1487]
address-block [1612, 214, 2092, 239]
address-line: phone number 40-21-224.38.54 [1612, 1250, 1751, 1262]
spec-line: Funkcia automatického vypnutia: Aktivuje sa približne po 7 minútach [26, 1236, 349, 1249]
spec-line: Automatsko isključivanje: približno 7 minuta [26, 975, 233, 988]
spec-line: Mere: 105mm (Š) x 140mm (D) x 32mm (V) [26, 742, 233, 755]
address-block [1612, 590, 2092, 628]
note-label: (Poznámka: [26, 64, 86, 77]
language-badge: HRVATSKI [461, 788, 536, 805]
address-line: Россия 191186, Санкт-Петербург, Набережная реки Мойки 36, Бизнес-центр «Северная Столица» [1612, 1405, 2062, 1417]
company-name: CANON KESKUS [1612, 486, 1693, 498]
note-paragraph [26, 325, 536, 352]
address-block [1612, 1083, 2092, 1121]
address-line: Россия, 113054, Москва, Космодамианская наб. 52, стр. 3, этаж 5 [1612, 1354, 1913, 1366]
address-line: Canon Polska Sp. z o.o., ul. Racławicka 146, 02-117 Warszawa [1612, 1095, 1890, 1107]
section-heading: ЗАХРАНВАНЕ [26, 267, 112, 282]
address-line: fax number 40-21-224.42.36 e-mail: office@canon.ro [1612, 1263, 1844, 1275]
spec-line: Автоматично изключване: след около 7 минути [26, 467, 261, 480]
language-code-badge: RO [1084, 232, 1112, 245]
language-code-badge: E [552, 50, 580, 63]
specification-heading: СПЕЦИФИКАЦИИ [26, 437, 134, 452]
company-name: CANON ITALIA S.p.A. [1612, 161, 1713, 173]
company-name: CANON (U.K.) LTD. [1612, 122, 1702, 134]
address-line: Jyväskylä, Kajaani, Kouvola, Lahti, Oulu, Pori, Tampere, Turku [1612, 499, 1885, 511]
company-name: Canon Europa N.V. [1612, 954, 1701, 966]
address-line: Στουρνάρα 37 Αγ. Ανάργυροι, 135 62 Αθήνα [1612, 836, 1805, 848]
address-line: Hallagerbakken 110, Postboks 33 Holmlia, 1201 Oslo [1612, 395, 1846, 407]
address-line: U. Moldavská 9, 02-117 Warszawa, Poland [1612, 1508, 1801, 1520]
weee-list-right [1084, 49, 1592, 681]
address-line: Tlf. 70 15 50 05 Fax: 70 15 50 25 [1612, 369, 1758, 381]
pen-reset-illustration-icon [434, 1142, 532, 1204]
company-name: в Киеве [1612, 1444, 1650, 1456]
address-line: tel. (+48 22) 572 30 00 fax (+48 22) 668 61 15 [1612, 1108, 1815, 1120]
weee-text: Само за Европейския съюз (и ЕИП). Тези символи показват, че този продукт не трябва да се изхвърля заедно с битовите отпадъци, съгласно Директивата за ИУЕЕО (2002/96/ЕО), Директивата за батерии (2006/66/ЕО) и/или Вашите местни закони, които са свързани с тези директиви. Този продукт трябва да бъде предаден в обозначен събирателен пункт, т.е. в собствения магазин, когато купувате нов подобен продукт или в оторизиран събирателен пункт за рециклиране на отпадъци от електрическо и електронно оборудване (ИУЕЕО), батерии и акумулатори. Вашето сътрудничество за правилното изхвърляне на този продукт ще допринесе за ефективното използване на природните ресурси. За повече информация относно рециклирането на този продукт, моля свържете се с вашата местна община, с органа, който отговаря за отпадъците, или посетете www.canon-europe.com/environment. (ЕИП: Норвегия, Исландия и Лихтенщайн) [1118, 349, 1589, 405]
address-line: P.O. Box 2262, 1180 EG Amstelveen, Netherlands [1612, 967, 1832, 979]
language-column [26, 18, 536, 1483]
company-name: CANON NORTH-EAST OY [1612, 1277, 1733, 1289]
address-block [1612, 461, 2092, 486]
specification-heading: TECHNICKÉ ÚDAJE [26, 1207, 145, 1222]
note-label: (Забележка: [26, 325, 90, 338]
company-name: CANON MIDDLE EAST FZ-LLC [1612, 1548, 1756, 1560]
company-name: CANON POLSKA SPOL s.r.o. [1612, 1495, 1747, 1507]
address-line: 19/F., The Metropolis Tower, 10 Metropolis Drive, Hunghom, Kowloon [1612, 304, 1915, 316]
company-name: CANON BELGIUM SA/NV [1612, 551, 1730, 563]
language-section [26, 541, 536, 783]
company-name: CANON AUSTRALIA PTY. LTD. [1612, 318, 1755, 330]
language-code-badge: SLE [1084, 413, 1112, 426]
language-section [26, 266, 536, 536]
specification-heading: SPECIFIKACE [26, 163, 111, 178]
address-line: Woodhatch, Reigate, Surrey RH2 8BF, England [1612, 135, 1820, 147]
section-heading: NAPÁJANIE [26, 1050, 99, 1065]
company-name: CANON EUROPA N.V. [1612, 44, 1714, 56]
intro-paragraph: Tato kalkulačka má zdvojený zdroj napájení. Životnost lithiovou baterie závisí na individuálním způsobu používání kalkulačky. Kalkulačku můžete používat se solárním napájením, i když je baterie vybitá. [26, 36, 532, 62]
crossed-bin-battery-icon [1351, 689, 1401, 742]
weee-text: European Union (and EEA) only. These symbols indicate that this product is not to be disposed of with your household waste, according to the WEEE Directive (2002/96/EC), the Battery Directive (2006/66/EC) and/or your national laws implementing those Directives. This product should be handed over to a designated collection point, e.g., on an authorized one-for-one basis when you buy a new similar product or to an authorized collection site for recycling waste electrical and electronic equipment (EEE) and batteries and accumulators. Improper handling of this type of waste could have a possible impact on the environment and human health due to potentially hazardous substances that are generally associated with EEE. Your cooperation in the correct disposal of this product will contribute to the effective usage of natural resources. For more information about the recycling of this product, please contact your local city office, waste authority, approved scheme or your household waste disposal service or visit www.canon-europe.com/environment. (EEA: Norway, Iceland and Liechtenstein) [586, 49, 1057, 105]
company-name: CANON SOUTH AFRICA PTY. LTD. [1612, 1574, 1773, 1586]
bins-label-1: EUROPE ONLY [1274, 735, 1325, 743]
intro-paragraph: Този калкулатор използва два източника на захранване. Трайността на литиева батерия зависи изцяло от състоянието начин на използване. Когато батерията се изтощи, можете да използвате слънчевата батерия за захранване на калкулатора. [26, 283, 530, 323]
